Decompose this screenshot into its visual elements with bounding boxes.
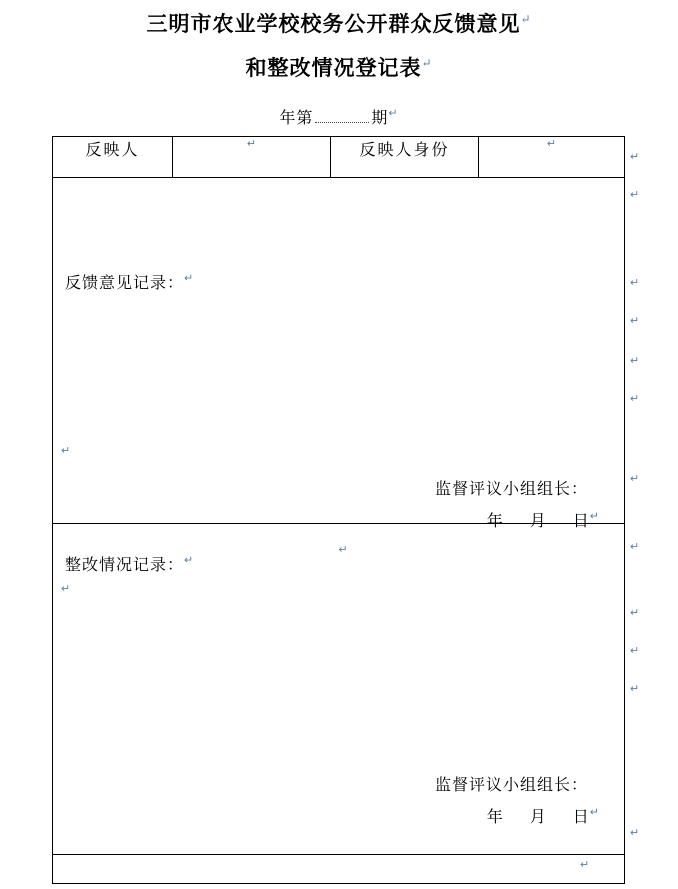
pilcrow-mark: ↵ (589, 806, 600, 819)
margin-pilcrow-column (630, 136, 650, 876)
pilcrow-mark: ↵ (421, 56, 433, 71)
period-prefix-label: 年第 (279, 109, 314, 127)
rectification-date-line (487, 804, 600, 827)
table-row-rectification (53, 524, 625, 855)
rectification-date-month: 月 (529, 809, 547, 826)
pilcrow-mark: ↵ (580, 859, 590, 871)
registration-form-table (52, 136, 625, 884)
pilcrow-mark: ↵ (630, 151, 640, 163)
pilcrow-mark: ↵ (520, 12, 532, 26)
pilcrow-mark: ↵ (184, 554, 195, 567)
label-reporter-identity: 反映人身份 (331, 137, 479, 178)
title-line-1-text: 三明市农业学校校务公开群众反馈意见 (146, 12, 521, 36)
label-rectification-record (65, 552, 194, 575)
cell-feedback-record[interactable] (53, 178, 625, 556)
pilcrow-mark: ↵ (630, 277, 640, 289)
pilcrow-mark: ↵ (184, 272, 195, 285)
pilcrow-mark: ↵ (630, 315, 640, 327)
pilcrow-mark: ↵ (630, 607, 640, 619)
pilcrow-mark: ↵ (630, 683, 640, 695)
table-row-feedback (53, 178, 625, 524)
pilcrow-mark: ↵ (630, 541, 640, 553)
feedback-date-year: 年 (486, 513, 504, 530)
period-line (0, 105, 678, 128)
feedback-signature-line: 监督评议小组组长： (434, 481, 588, 498)
label-feedback-record-text: 反馈意见记录： (65, 275, 185, 292)
cell-footer-blank[interactable] (53, 855, 625, 884)
title-block (0, 0, 678, 83)
page-subtitle (0, 54, 678, 82)
pilcrow-mark: ↵ (630, 473, 640, 485)
pilcrow-mark: ↵ (546, 138, 557, 150)
pilcrow-mark: ↵ (630, 645, 640, 657)
title-line-2-text: 和整改情况登记表 (245, 56, 422, 81)
field-reporter-identity[interactable] (479, 137, 625, 178)
pilcrow-mark: ↵ (61, 445, 71, 457)
pilcrow-mark: ↵ (61, 583, 71, 595)
feedback-date-day: 日 (572, 513, 590, 530)
label-feedback-record (65, 270, 194, 293)
label-reporter: 反映人 (53, 137, 173, 178)
pilcrow-mark: ↵ (589, 510, 600, 523)
period-suffix-label: 期 (371, 109, 389, 127)
feedback-date-month: 月 (529, 513, 547, 530)
field-reporter[interactable] (173, 137, 331, 178)
rectification-signature-line: 监督评议小组组长： (434, 777, 588, 794)
label-rectification-record-text: 整改情况记录： (65, 557, 185, 574)
pilcrow-mark: ↵ (246, 138, 257, 150)
table-row-footer (53, 855, 625, 884)
cell-rectification-record[interactable] (53, 524, 625, 855)
pilcrow-mark: ↵ (388, 107, 399, 120)
pilcrow-mark: ↵ (630, 355, 640, 367)
period-number-blank[interactable] (315, 122, 369, 123)
table-row-header (53, 137, 625, 178)
pilcrow-mark: ↵ (630, 393, 640, 405)
rectification-date-year: 年 (486, 809, 504, 826)
page-title (0, 10, 678, 38)
pilcrow-mark: ↵ (630, 189, 640, 201)
rectification-date-day: 日 (572, 809, 590, 826)
pilcrow-mark: ↵ (630, 827, 640, 839)
pilcrow-mark: ↵ (338, 544, 348, 556)
